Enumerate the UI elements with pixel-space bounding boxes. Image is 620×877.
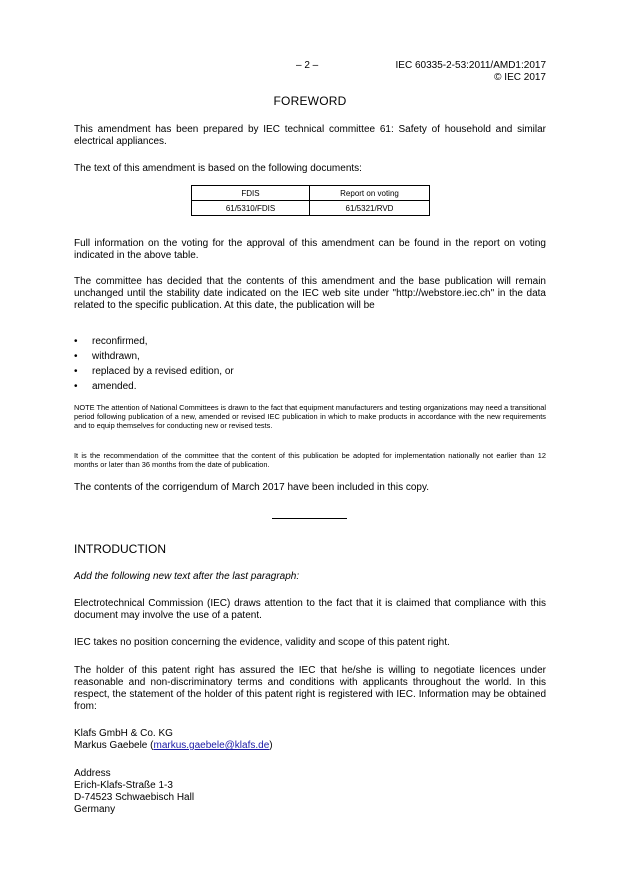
- bullet-icon: •: [74, 381, 78, 392]
- list-item: • reconfirmed,: [74, 336, 148, 347]
- contact-line: Markus Gaebele (markus.gaebele@klafs.de): [74, 740, 273, 751]
- bullet-icon: •: [74, 336, 78, 347]
- list-item: • replaced by a revised edition, or: [74, 366, 234, 377]
- list-item: • withdrawn,: [74, 351, 140, 362]
- list-item: • amended.: [74, 381, 137, 392]
- instruction-text: Add the following new text after the last paragraph:: [74, 571, 300, 582]
- recommendation-paragraph: It is the recommendation of the committee that the content of this publication be adopted for implementation nationally not earlier than 12 months or later than 36 months from the date of publication.: [74, 451, 546, 469]
- note-paragraph: NOTE The attention of National Committees is drawn to the fact that equipment manufacturers and testing organizations may need a transitional period following publication of a new, amended or revised IEC publication in which to make products in accordance with the new requirements and to equip themselves for conducting new or revised tests.: [74, 403, 546, 430]
- introduction-title: INTRODUCTION: [74, 542, 166, 556]
- table-header-cell: FDIS: [192, 186, 310, 201]
- email-link[interactable]: markus.gaebele@klafs.de: [153, 740, 270, 751]
- address-country: Germany: [74, 804, 116, 815]
- section-divider: [272, 518, 347, 519]
- introduction-paragraph-3: The holder of this patent right has assured the IEC that he/she is willing to negotiate licences under reasonable and non-discriminatory terms and conditions with applicants throughout the world. In this respect, the statement of the holder of this patent right is registered with IEC. Information may be obtained from:: [74, 665, 546, 712]
- doc-ref: IEC 60335-2-53:2011/AMD1:2017: [395, 60, 546, 71]
- document-reference: [396, 60, 546, 84]
- introduction-paragraph-1: Electrotechnical Commission (IEC) draws attention to the fact that it is claimed that compliance with this document may involve the use of a patent.: [74, 598, 546, 621]
- table-cell: 61/5310/FDIS: [192, 201, 310, 216]
- foreword-paragraph-4: The committee has decided that the contents of this amendment and the base publication will remain unchanged until the stability date indicated on the IEC web site under "http://webstore.iec.ch" in the data related to the specific publication. At this date, the publication will be: [74, 276, 546, 311]
- address-city: D-74523 Schwaebisch Hall: [74, 792, 195, 803]
- company-name: Klafs GmbH & Co. KG: [74, 728, 173, 739]
- foreword-paragraph-2: The text of this amendment is based on the following documents:: [74, 163, 362, 174]
- copyright: © IEC 2017: [494, 72, 546, 83]
- foreword-title: FOREWORD: [273, 94, 347, 108]
- bullet-icon: •: [74, 351, 78, 362]
- table-header-row: [192, 186, 430, 201]
- bullet-icon: •: [74, 366, 78, 377]
- voting-table: [191, 185, 430, 216]
- table-header-cell: Report on voting: [310, 186, 430, 201]
- table-row: [192, 201, 430, 216]
- page-number: – 2 –: [296, 60, 319, 71]
- corrigendum-paragraph: The contents of the corrigendum of March 2017 have been included in this copy.: [74, 482, 430, 493]
- address-label: Address: [74, 768, 111, 779]
- address-street: Erich-Klafs-Straße 1-3: [74, 780, 173, 791]
- introduction-paragraph-2: IEC takes no position concerning the evidence, validity and scope of this patent right.: [74, 637, 450, 648]
- foreword-paragraph-1: This amendment has been prepared by IEC technical committee 61: Safety of household and similar electrical appliances.: [74, 124, 546, 147]
- foreword-paragraph-3: Full information on the voting for the approval of this amendment can be found in the report on voting indicated in the above table.: [74, 238, 546, 261]
- table-cell: 61/5321/RVD: [310, 201, 430, 216]
